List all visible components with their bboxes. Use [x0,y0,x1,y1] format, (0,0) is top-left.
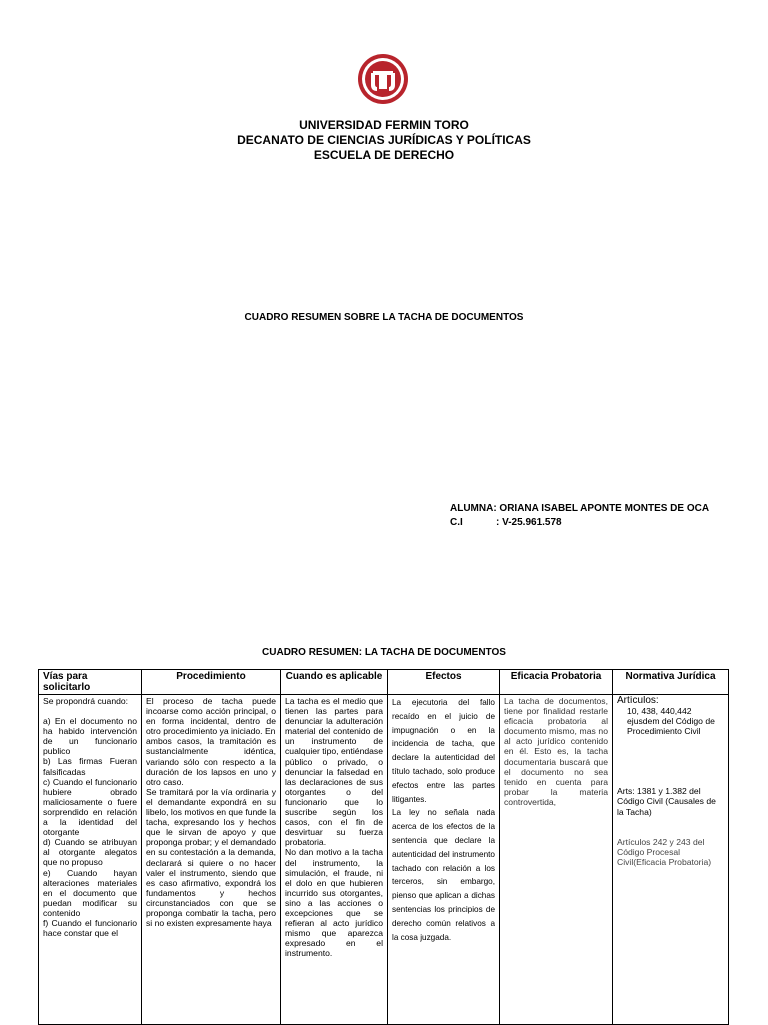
eficacia-paragraph: La tacha de documentos, tiene por finalidad restarle eficacia probatoria al documento mismo, mas no al acto jurídico contenido en él. Esto es, la tacha documentaria buscará que el documento no sea tenido en cuenta para probar la materia controvertida, [504,696,608,807]
column-header: Vías para solicitarlo [39,670,142,695]
student-name: ALUMNA: ORIANA ISABEL APONTE MONTES DE OCA [450,503,710,514]
school-name: ESCUELA DE DERECHO [313,148,455,162]
student-ci [450,516,709,530]
vias-paragraph: f) Cuando el funcionario hace constar que el [43,917,137,939]
spacer [617,736,724,786]
aplicable-paragraph: No dan motivo a la tacha del instrumento, la simulación, el fraude, ni el dolo en que hubieren incurrido sus otorgantes, sino a las acciones o excepciones que se refieran al acto jurídico mismo que aparezca expresado en el instrumento. [285,847,383,959]
vias-paragraph: Se propondrá cuando: [43,696,129,706]
efectos-paragraph: La ley no señala nada acerca de los efectos de la sentencia que declare la autenticidad del instrumento tachado con relación a los terceros, sin embargo, pienso que aplican a dichas sentencias los principios de derecho común relativos a la cosa juzgada. [392,808,495,942]
table-header-row [39,670,729,695]
normativa-heading: Artículos: [617,696,659,706]
university-logo [357,53,409,105]
ci-value: : V-25.961.578 [496,517,562,528]
normativa-article: 10, 438, 440,442 ejusdem del Código de Procedimiento Civil [627,706,715,737]
table-row [39,695,729,1025]
vias-paragraph: c) Cuando el funcionario hubiere obrado maliciosamente o fuere sorprendido en relación a la identidad del otorgante [43,776,137,838]
column-header: Normativa Jurídica [613,670,729,695]
column-header: Cuando es aplicable [281,670,388,695]
institution-header [0,118,768,163]
cell-vias [39,695,142,1025]
summary-table [38,669,729,1025]
faculty-name: DECANATO DE CIENCIAS JURÍDICAS Y POLÍTICAS [237,133,531,147]
cell-efectos [388,695,500,1025]
efectos-paragraph: La ejecutoria del fallo recaído en el juicio de impugnación o en la incidencia de tacha, que declare la autenticidad del título tachado, solo produce efectos entre las partes litigantes. [392,698,495,804]
cell-eficacia [500,695,613,1025]
spacer [617,817,724,837]
column-header: Procedimiento [142,670,281,695]
cell-normativa [613,695,729,1025]
procedimiento-paragraph: Se tramitará por la vía ordinaria y el demandante expondrá en su libelo, los motivos en que funde la tacha, expresando los y hechos que le sirvan de apoyo y que proponga probar; y el demandado en su contestación a la demanda, declarará si quiere o no hacer valer el instrumento, siendo que es caso afirmativo, expondrá los fundamentos y hechos circunstanciados con que se proponga combatir la tacha, pero si no existen expresamente haya [146,786,276,929]
normativa-article: Arts: 1381 y 1.382 del Código Civil (Causales de la Tacha) [617,786,716,817]
document-title: CUADRO RESUMEN SOBRE LA TACHA DE DOCUMENTOS [244,312,524,323]
ci-label: C.I [450,517,463,528]
university-name: UNIVERSIDAD FERMIN TORO [299,118,469,132]
vias-paragraph: e) Cuando hayan alteraciones materiales en el documento que puedan modificar su contenido [43,867,137,918]
column-header: Eficacia Probatoria [500,670,613,695]
student-info [450,502,709,530]
aplicable-paragraph: La tacha es el medio que tienen las partes para denunciar la adulteración material del contenido de un instrumento de cualquier tipo, entiéndase público o privado, o denunciar la falsedad en las declaraciones de sus otorgantes o del funcionario que lo suscribe según los casos, con el fin de desvirtuar su fuerza probatoria. [285,696,383,848]
table-title: CUADRO RESUMEN: LA TACHA DE DOCUMENTOS [262,647,506,658]
vias-paragraph [43,706,137,716]
cell-procedimiento [142,695,281,1025]
vias-paragraph: d) Cuando se atribuyan al otorgante alegatos que no propuso [43,837,137,868]
procedimiento-paragraph: El proceso de tacha puede incoarse como acción principal, o en forma incidental, dentro de otro procedimiento ya iniciado. En [146,696,276,737]
procedimiento-paragraph: ambos casos, la tramitación es sustancialmente idéntica, variando sólo con respecto a la duración de los lapsos en uno y otro caso. [146,736,276,787]
vias-paragraph: a) En el documento no ha habido intervención de un funcionario publico [43,716,137,757]
cell-aplicable [281,695,388,1025]
normativa-article: Artículos 242 y 243 del Código Procesal Civil(Eficacia Probatoria) [617,836,712,867]
column-header: Efectos [388,670,500,695]
vias-paragraph: b) Las firmas Fueran falsificadas [43,756,137,777]
